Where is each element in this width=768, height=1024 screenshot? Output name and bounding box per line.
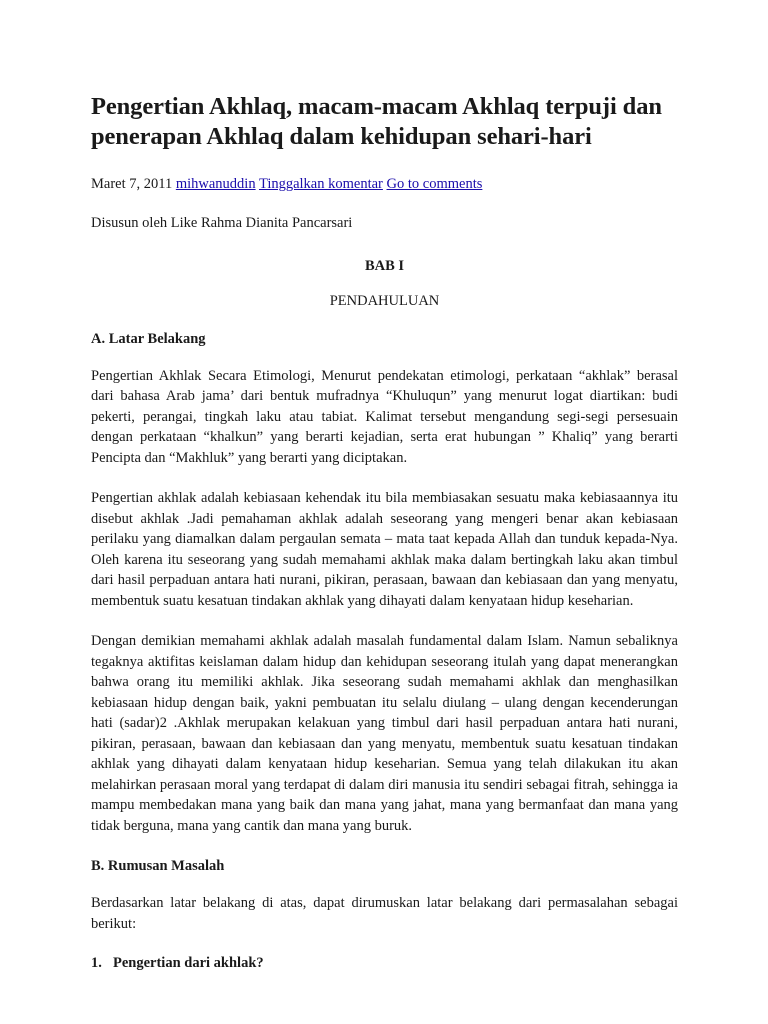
article-title: Pengertian Akhlaq, macam-macam Akhlaq terpuji dan penerapan Akhlaq dalam kehidupan sehari-hari — [91, 93, 662, 150]
list-item-text: Pengertian dari akhlak? — [113, 955, 264, 971]
chapter-title: PENDAHULUAN — [329, 292, 440, 309]
paragraph-1: Pengertian Akhlak Secara Etimologi, Menurut pendekatan etimologi, perkataan “akhlak” berasal dari bahasa Arab jama’ dari bentuk mufradnya “Khuluqun” yang menurut logat diartikan: budi pekerti, perangai, tingkah laku atau tabiat. Kalimat tersebut mengandung segi-segi persesuain dengan perkataan “khalkun” yang berarti kejadian, serta erat hubungan ” Khaliq” yang berarti Pencipta dan “Makhluk” yang berarti yang diciptakan. — [91, 367, 678, 466]
section-b-heading: B. Rumusan Masalah — [91, 858, 225, 874]
section-a-heading: A. Latar Belakang — [91, 330, 206, 347]
paragraph-4: Berdasarkan latar belakang di atas, dapat dirumuskan latar belakang dari permasalahan sebagai berikut: — [91, 895, 678, 932]
list-item — [91, 953, 678, 973]
byline: Disusun oleh Like Rahma Dianita Pancarsari — [91, 215, 353, 231]
paragraph-3: Dengan demikian memahami akhlak adalah masalah fundamental dalam Islam. Namun sebaliknya tegaknya aktifitas keislaman dalam hidup dan kehidupan seseorang itulah yang dapat menerangkan bahwa orang itu memiliki akhlak. Jika seseorang sudah memahami akhlak dan menghasilkan kebiasaan hidup dengan baik, yakni pembuatan itu selalu diulang – ulang dengan kecenderungan hati (sadar)2 .Akhlak merupakan kelakuan yang timbul dari hasil perpaduan antara hati nurani, pikiran, perasaan, bawaan dan kebiasaan dan yang menyatu, membentuk suatu kesatuan tindakan akhlak yang dihayati dalam kenyataan hidup keseharian. Semua yang telah dilakukan itu akan melahirkan perasaan moral yang terdapat di dalam diri manusia itu sendiri sebagai fitrah, sehingga ia mampu membedakan mana yang baik dan mana yang jahat, mana yang bermanfaat dan mana yang tidak berguna, mana yang cantik dan mana yang buruk. — [91, 633, 678, 834]
post-date: Maret 7, 2011 — [91, 176, 173, 192]
leave-comment-link[interactable]: Tinggalkan komentar — [258, 176, 383, 192]
chapter-heading: BAB I — [364, 257, 405, 274]
list-item-number: 1. — [91, 955, 102, 971]
go-to-comments-link[interactable]: Go to comments — [386, 176, 483, 192]
paragraph-2: Pengertian akhlak adalah kebiasaan kehendak itu bila membiasakan sesuatu maka kebiasaannya itu disebut akhlak .Jadi pemahaman akhlak adalah seseorang yang mengeri benar akan kebiasaan perilaku yang diamalkan dalam pergaulan semata – mata taat kepada Allah dan tunduk kepada-Nya. Oleh karena itu seseorang yang sudah memahami akhlak maka dalam bertingkah laku akan timbul dari hasil perpaduan antara hati nurani, pikiran, perasaan, bawaan dan kebiasaan dan yang menyatu, membentuk suatu kesatuan tindakan akhlak yang dihayati dalam kenyataan hidup keseharian. — [91, 490, 678, 609]
post-meta — [91, 174, 678, 194]
author-link[interactable]: mihwanuddin — [175, 176, 256, 192]
